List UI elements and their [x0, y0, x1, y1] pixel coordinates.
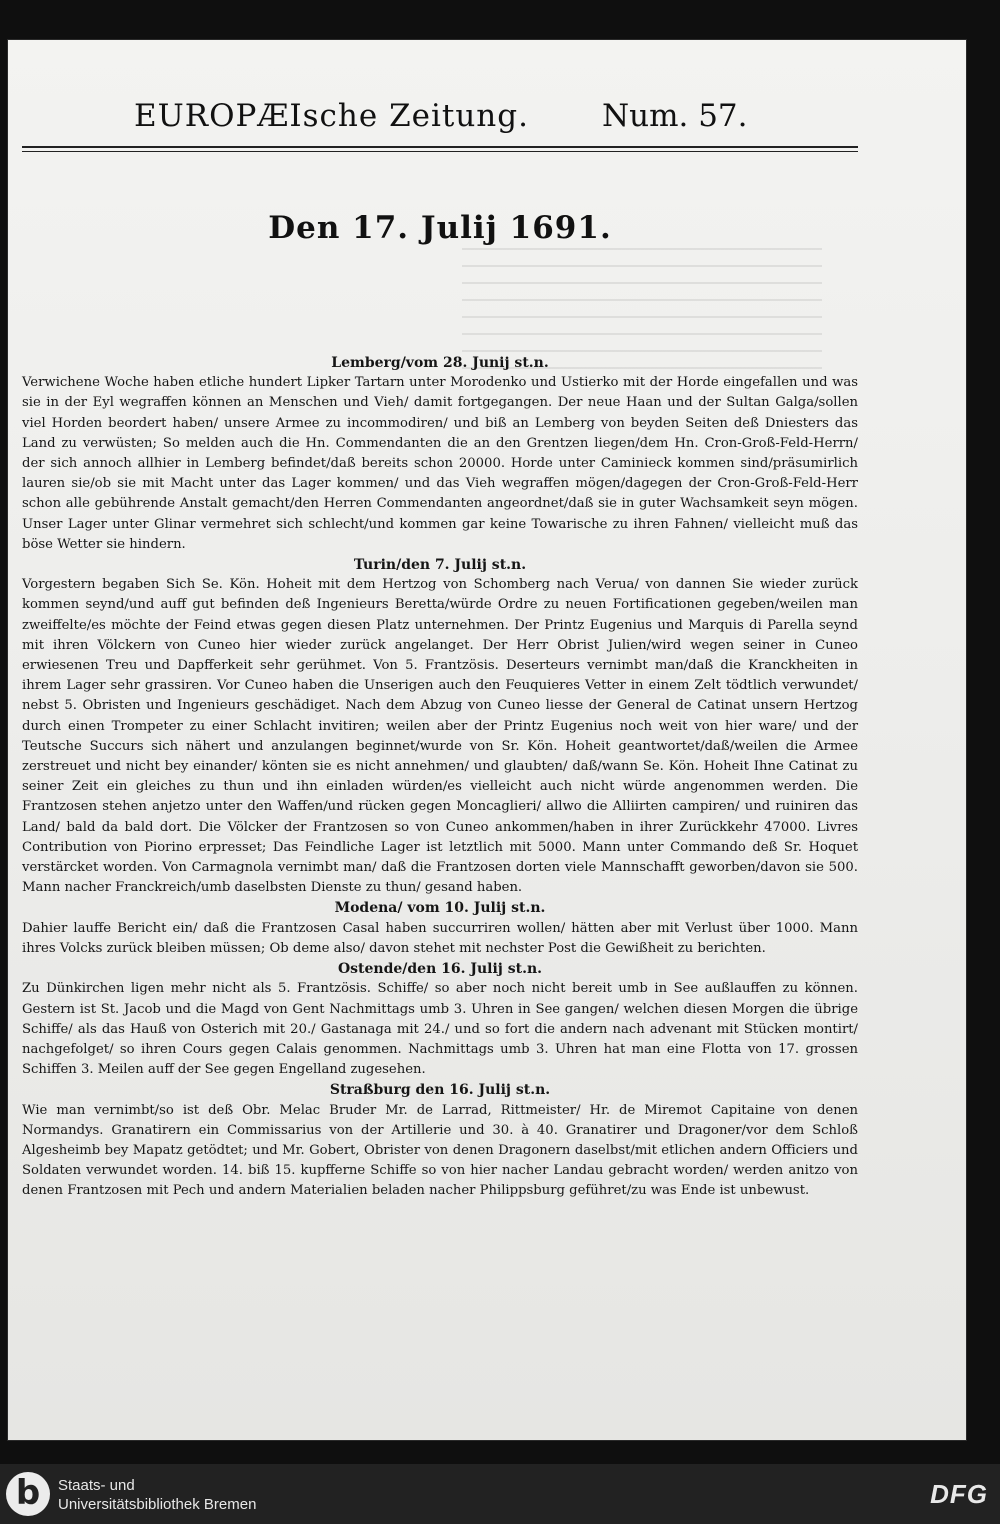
masthead-rule-thin	[22, 151, 858, 152]
article-body	[22, 353, 858, 1202]
article-dateline: Modena/ vom 10. Julij st.n.	[334, 900, 546, 917]
newspaper-page	[8, 40, 966, 1440]
issue-number: Num. 57.	[602, 98, 748, 134]
masthead	[22, 98, 962, 138]
article-text: Zu Dünkirchen ligen mehr nicht als 5. Frantzösis. Schiffe/ so aber noch nicht bereit umb in See außlauffen zu können. Gestern ist St. Jacob und die Magd von Gent Nachmittags umb 3. Uhren in See gangen/ welchen diesen Morgen die übrige Schiffe/ als das Hauß von Osterich mit 20./ Gastanaga mit 24./ und so fort die andern nach advenant mit Stücken montirt/ nachgefolget/ so ihren Cours gegen Calais genommen. Nachmittags umb 3. Uhren hat man eine Flotta von 17. grossen Schiffen 3. Meilen auff der See gegen Engelland zugesehen.	[22, 981, 858, 1078]
dfg-logo[interactable]: DFG	[930, 1479, 988, 1509]
footer-bar	[0, 1464, 1000, 1524]
library-name-line1: Staats- und	[58, 1477, 135, 1494]
article-text: Dahier lauffe Bericht ein/ daß die Frantzosen Casal haben succurriren wollen/ hätten aber mit Verlust über 1000. Mann ihres Volcks zurück bleiben müssen; Ob deme also/ davon stehet mit nechster Post die Gewißheit zu berichten.	[22, 920, 858, 956]
masthead-rule	[22, 146, 858, 148]
library-name-line2: Universitätsbibliothek Bremen	[58, 1496, 257, 1513]
article-dateline: Straßburg den 16. Julij st.n.	[329, 1082, 551, 1099]
issue-date: Den 17. Julij 1691.	[268, 210, 612, 246]
article-dateline: Lemberg/vom 28. Junij st.n.	[331, 355, 549, 371]
article-text: Vorgestern begaben Sich Se. Kön. Hoheit mit dem Hertzog von Schomberg nach Verua/ von dannen Sie wieder zurück kommen seynd/und auff gut befinden deß Ingenieurs Beretta/würde Ordre zu neuen Fortificationen gegeben/weilen man zweiffelte/es möchte der Feind etwas gegen diesen Platz unternehmen. Der Printz Eugenius und Marquis di Parella seynd mit ihren Völckern von Cuneo hier wieder zurück angelanget. Der Herr Obrist Julien/wird wegen seiner in Cuneo erwiesenen Treu und Dapfferkeit sehr gerühmet. Von 5. Frantzösis. Deserteurs vernimbt man/daß die Kranckheiten in ihrem Lager sehr grassiren. Vor Cuneo haben die Unserigen auch den Feuquieres Vetter in einem Zelt tödtlich verwundet/ nebst 5. Obristen und Ingenieurs geschädiget. Nach dem Abzug von Cuneo liesse der General de Catinat unsern Hertzog durch einen Trompeter zu einer Schlacht invitiren; weilen aber der Printz Eugenius noch weit von hier ware/ und der Teutsche Succurs sich nähert und anzulangen beginnet/wurde von Sr. Kön. Hoheit geantwortet/daß/weilen die Armee zerstreuet und nicht bey einander/ könten sie es nicht annehmen/ und glaubten/ daß/wann Se. Kön. Hoheit Ihne Catinat zu seiner Zeit ein gleiches zu thun und ihn einladen würden/es vielleicht auch nicht würde angenommen werden. Die Frantzosen stehen anjetzo unter den Waffen/und rücken gegen Moncaglieri/ allwo die Alliirten campiren/ und ruiniren das Land/ bald da bald dort. Die Völcker der Frantzosen so von Cuneo ankommen/haben in ihrer Zurückkehr 47000. Livres Contribution von Piorino erpresset; Das Feindliche Lager ist letztlich mit 5000. Mann unter Commando deß Sr. Hoquet verstärcket worden. Von Carmagnola vernimbt man/ daß die Frantzosen dorten viele Mannschafft geworben/davon sie 500. Mann nacher Franckreich/umb daselbsten Dienste zu thun/ gesand haben.	[22, 577, 858, 896]
article-text: Verwichene Woche haben etliche hundert Lipker Tartarn unter Morodenko und Ustierko mit der Horde eingefallen und was sie in der Eyl wegraffen können an Menschen und Vieh/ damit fortgegangen. Der neue Haan und der Sultan Galga/sollen viel Horden beordert haben/ unsere Armee zu incommodiren/ und biß an Lemberg von beyden Seiten deß Dniesters das Land zu verwüsten; So melden auch die Hn. Commendanten die an den Grentzen liegen/dem Hn. Cron-Groß-Feld-Herrn/ der sich annoch allhier in Lemberg befindet/daß bereits schon 20000. Horde unter Caminieck kommen sind/präsumirlich lauren sie/ob sie mit Macht unter das Lager kommen/ und das Vieh wegraffen mögen/dagegen der Cron-Groß-Feld-Herr schon alle gebührende Anstalt gemacht/den Herren Commendanten angeordnet/daß sie in guter Wachsamkeit seyn mögen. Unser Lager unter Glinar vermehret sich schlecht/und kommen gar keine Towarische zu ihren Fahnen/ vielleicht muß das böse Wetter sie hindern.	[22, 375, 858, 552]
library-logo-icon[interactable]: b	[6, 1472, 50, 1516]
article-dateline: Turin/den 7. Julij st.n.	[353, 557, 527, 574]
article-text: Wie man vernimbt/so ist deß Obr. Melac Bruder Mr. de Larrad, Rittmeister/ Hr. de Miremot Capitaine von denen Normandys. Granatirern ein Commissarius von der Artillerie und 30. à 40. Granatirer und Dragoner/vor dem Schloß Algesheimb bey Mapatz getödtet; und Mr. Gobert, Obrister von denen Dragonern daselbst/mit etlichen andern Officiers und Soldaten verwundet worden. 14. biß 15. kupfferne Schiffe so von hier nacher Landau gebracht worden/ werden anitzo von denen Frantzosen mit Pech und andern Materialien beladen nacher Philippsburg geführet/zu was Ende ist unbewust.	[22, 1102, 858, 1199]
newspaper-title: EUROPÆIsche Zeitung.	[134, 98, 529, 134]
library-name[interactable]	[58, 1476, 256, 1514]
article-dateline: Ostende/den 16. Julij st.n.	[337, 961, 543, 978]
page-content	[22, 98, 962, 1199]
